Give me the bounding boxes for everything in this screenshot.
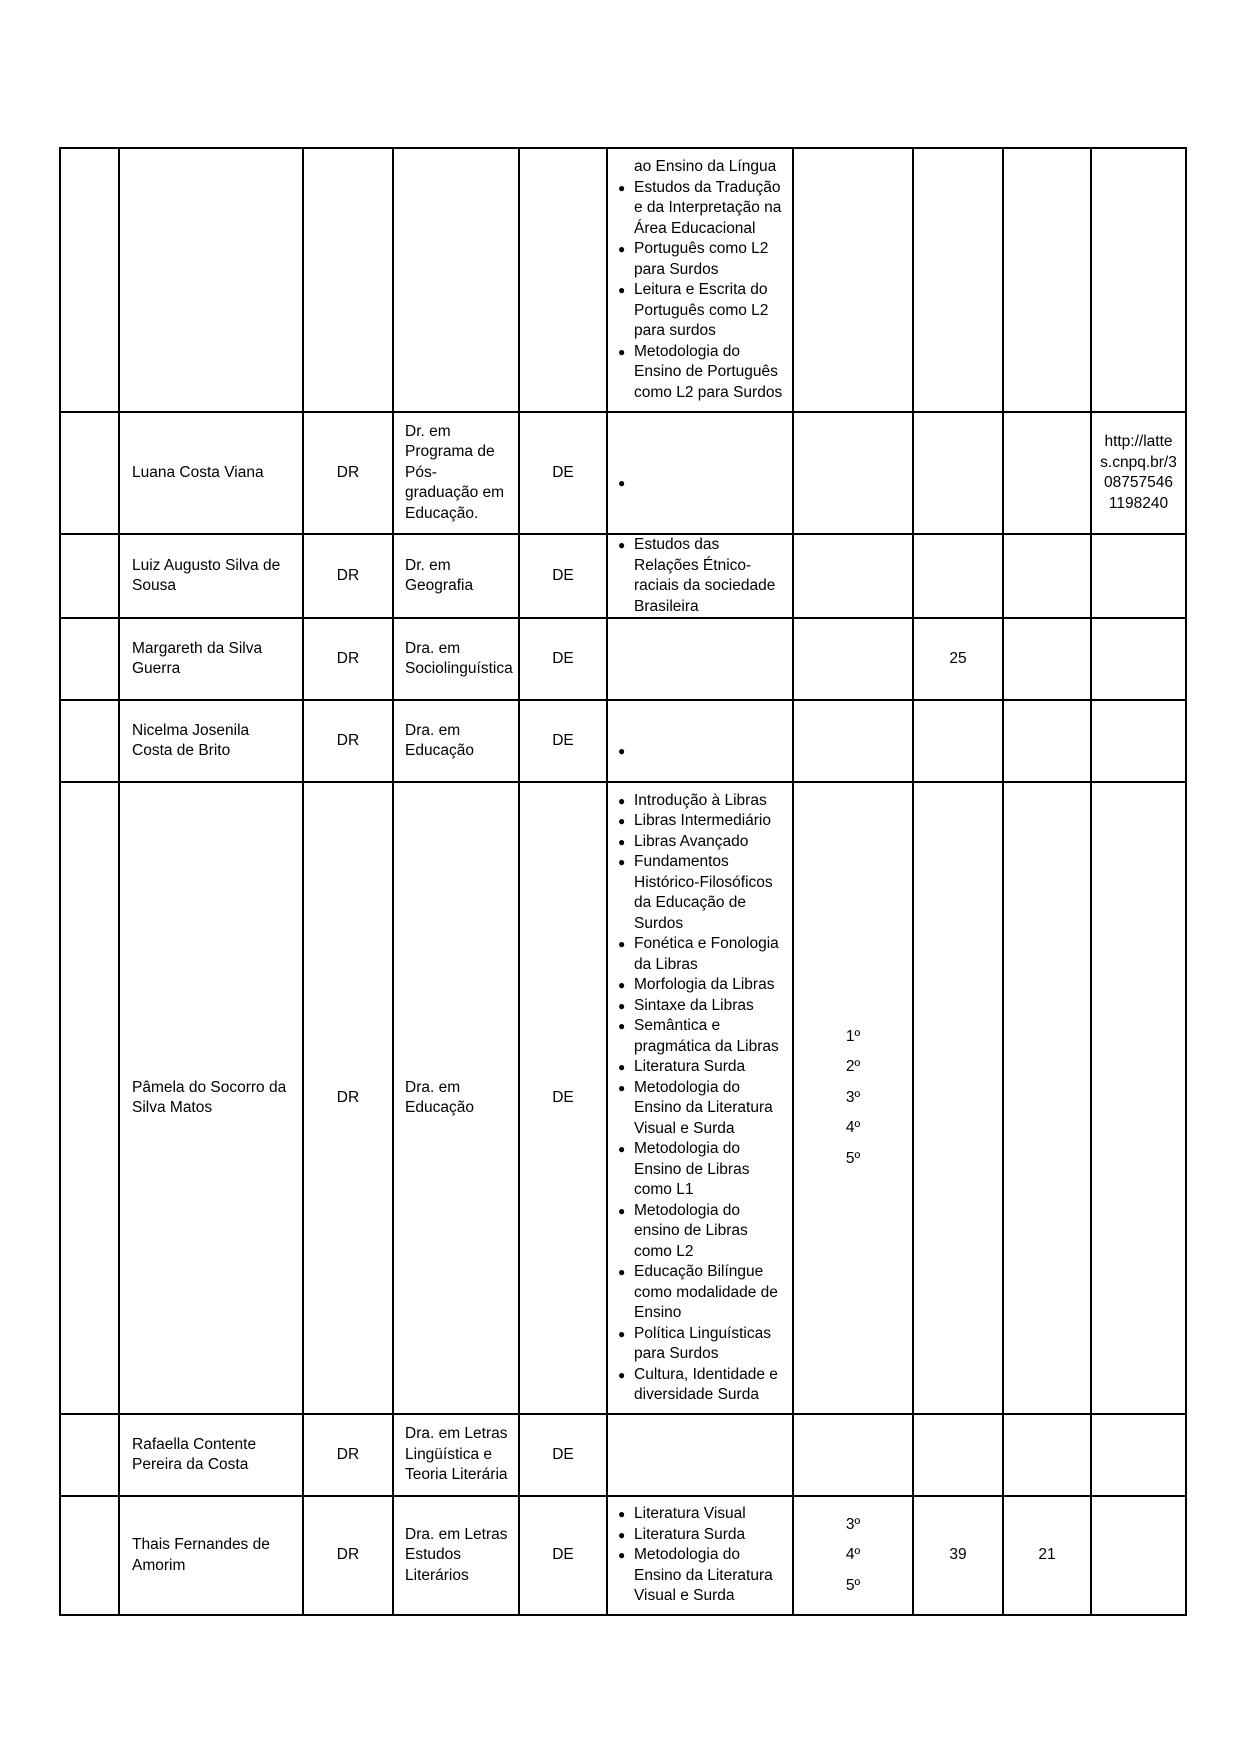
degree-cell: DR <box>303 618 393 700</box>
lattes-link <box>1091 148 1186 412</box>
number-cell <box>913 148 1003 412</box>
disciplines-list <box>618 1504 786 1607</box>
number-cell: 25 <box>913 618 1003 700</box>
index-cell <box>60 412 119 534</box>
disciplines-cell <box>607 700 793 782</box>
table-row <box>60 618 1186 700</box>
semesters-cell <box>793 534 913 618</box>
semesters-cell <box>793 618 913 700</box>
discipline-item: ● Fundamentos Histórico-Filosóficos da Educação de Surdos <box>618 852 786 934</box>
table-row <box>60 700 1186 782</box>
discipline-item: ● Metodologia do ensino de Libras como L2 <box>618 1201 786 1263</box>
lattes-link <box>1091 782 1186 1414</box>
disciplines-list <box>618 791 786 1406</box>
disciplines-cell <box>607 412 793 534</box>
degree-cell: DR <box>303 700 393 782</box>
work-regime: DE <box>519 700 607 782</box>
degree-cell: DR <box>303 1496 393 1615</box>
discipline-item: ● Metodologia do Ensino de Português como L2 para Surdos <box>618 342 786 404</box>
degree-cell: DR <box>303 412 393 534</box>
table-row <box>60 412 1186 534</box>
work-regime: DE <box>519 412 607 534</box>
disciplines-list <box>618 535 786 617</box>
disciplines-cell <box>607 1496 793 1615</box>
semester-item: 3º <box>845 1088 861 1106</box>
discipline-item: ● Libras Avançado <box>618 832 786 853</box>
semester-item: 4º <box>845 1119 861 1137</box>
number-cell <box>913 1414 1003 1496</box>
work-regime <box>519 148 607 412</box>
number-cell <box>913 700 1003 782</box>
disciplines-cell <box>607 1414 793 1496</box>
number-cell <box>1003 782 1091 1414</box>
academic-title <box>393 148 519 412</box>
index-cell <box>60 534 119 618</box>
discipline-item: ● Metodologia do Ensino da Literatura Visual e Surda <box>618 1078 786 1140</box>
professor-name: Rafaella Contente Pereira da Costa <box>119 1414 303 1496</box>
discipline-item: ● Sintaxe da Libras <box>618 996 786 1017</box>
work-regime: DE <box>519 534 607 618</box>
discipline-item: ● Libras Intermediário <box>618 811 786 832</box>
discipline-item: ● Estudos da Tradução e da Interpretação na Área Educacional <box>618 178 786 240</box>
discipline-item: ● Morfologia da Libras <box>618 975 786 996</box>
discipline-item: ● Educação Bilíngue como modalidade de Ensino <box>618 1262 786 1324</box>
professor-name <box>119 148 303 412</box>
number-cell <box>913 412 1003 534</box>
semesters-list <box>794 1022 912 1175</box>
academic-title: Dra. em Letras Estudos Literários <box>393 1496 519 1615</box>
lattes-link <box>1091 534 1186 618</box>
number-cell: 39 <box>913 1496 1003 1615</box>
discipline-item: ● Literatura Surda <box>618 1057 786 1078</box>
number-cell <box>1003 1414 1091 1496</box>
index-cell <box>60 148 119 412</box>
professor-name: Luiz Augusto Silva de Sousa <box>119 534 303 618</box>
professor-name: Margareth da Silva Guerra <box>119 618 303 700</box>
disciplines-cell <box>607 782 793 1414</box>
lattes-link <box>1091 1414 1186 1496</box>
semester-item: 4º <box>845 1546 861 1564</box>
discipline-item: ● Introdução à Libras <box>618 791 786 812</box>
academic-title: Dr. em Geografia <box>393 534 519 618</box>
index-cell <box>60 618 119 700</box>
semesters-cell <box>793 782 913 1414</box>
semester-item: 2º <box>845 1058 861 1076</box>
number-cell <box>913 782 1003 1414</box>
work-regime: DE <box>519 1414 607 1496</box>
semesters-cell <box>793 1414 913 1496</box>
discipline-item: ● Literatura Visual <box>618 1504 786 1525</box>
academic-title: Dr. em Programa de Pós-graduação em Educação. <box>393 412 519 534</box>
discipline-item: ● Fonética e Fonologia da Libras <box>618 934 786 975</box>
number-cell: 21 <box>1003 1496 1091 1615</box>
semesters-cell <box>793 1496 913 1615</box>
professor-name: Nicelma Josenila Costa de Brito <box>119 700 303 782</box>
semester-item: 1º <box>845 1027 861 1045</box>
discipline-item: ● Literatura Surda <box>618 1525 786 1546</box>
index-cell <box>60 782 119 1414</box>
academic-title: Dra. em Letras Lingüística e Teoria Literária <box>393 1414 519 1496</box>
disciplines-cell <box>607 534 793 618</box>
table-row <box>60 534 1186 618</box>
table-row <box>60 1414 1186 1496</box>
semesters-cell <box>793 700 913 782</box>
discipline-item: ● Semântica e pragmática da Libras <box>618 1016 786 1057</box>
discipline-item: ● Política Linguísticas para Surdos <box>618 1324 786 1365</box>
semesters-list <box>794 1510 912 1602</box>
semester-item: 5º <box>845 1576 861 1594</box>
disciplines-cell <box>607 148 793 412</box>
work-regime: DE <box>519 618 607 700</box>
discipline-item: ● Metodologia do Ensino de Libras como L1 <box>618 1139 786 1201</box>
lattes-link <box>1091 618 1186 700</box>
degree-cell <box>303 148 393 412</box>
work-regime: DE <box>519 1496 607 1615</box>
disciplines-list <box>618 157 786 403</box>
work-regime: DE <box>519 782 607 1414</box>
academic-title: Dra. em Educação <box>393 782 519 1414</box>
number-cell <box>913 534 1003 618</box>
table-row <box>60 148 1186 412</box>
semester-item: 5º <box>845 1149 861 1167</box>
professor-name: Thais Fernandes de Amorim <box>119 1496 303 1615</box>
academic-title: Dra. em Sociolinguística <box>393 618 519 700</box>
academic-title: Dra. em Educação <box>393 700 519 782</box>
faculty-table <box>59 147 1187 1616</box>
index-cell <box>60 700 119 782</box>
semesters-cell <box>793 412 913 534</box>
discipline-item: ao Ensino da Língua <box>634 158 777 175</box>
degree-cell: DR <box>303 782 393 1414</box>
table-row <box>60 1496 1186 1615</box>
professor-name: Luana Costa Viana <box>119 412 303 534</box>
semesters-cell <box>793 148 913 412</box>
lattes-link <box>1091 1496 1186 1615</box>
degree-cell: DR <box>303 1414 393 1496</box>
lattes-link: http://lattes.cnpq.br/3087575461198240 <box>1091 412 1186 534</box>
professor-name: Pâmela do Socorro da Silva Matos <box>119 782 303 1414</box>
degree-cell: DR <box>303 534 393 618</box>
number-cell <box>1003 618 1091 700</box>
number-cell <box>1003 412 1091 534</box>
discipline-item: ● Cultura, Identidade e diversidade Surda <box>618 1365 786 1406</box>
index-cell <box>60 1496 119 1615</box>
table-row <box>60 782 1186 1414</box>
discipline-item: ● Português como L2 para Surdos <box>618 239 786 280</box>
discipline-item: ● Metodologia do Ensino da Literatura Visual e Surda <box>618 1545 786 1607</box>
number-cell <box>1003 534 1091 618</box>
number-cell <box>1003 700 1091 782</box>
semester-item: 3º <box>845 1515 861 1533</box>
discipline-item: ● Estudos das Relações Étnico-raciais da sociedade Brasileira <box>618 535 786 617</box>
index-cell <box>60 1414 119 1496</box>
number-cell <box>1003 148 1091 412</box>
lattes-link <box>1091 700 1186 782</box>
disciplines-cell <box>607 618 793 700</box>
discipline-item: ● Leitura e Escrita do Português como L2 para surdos <box>618 280 786 342</box>
